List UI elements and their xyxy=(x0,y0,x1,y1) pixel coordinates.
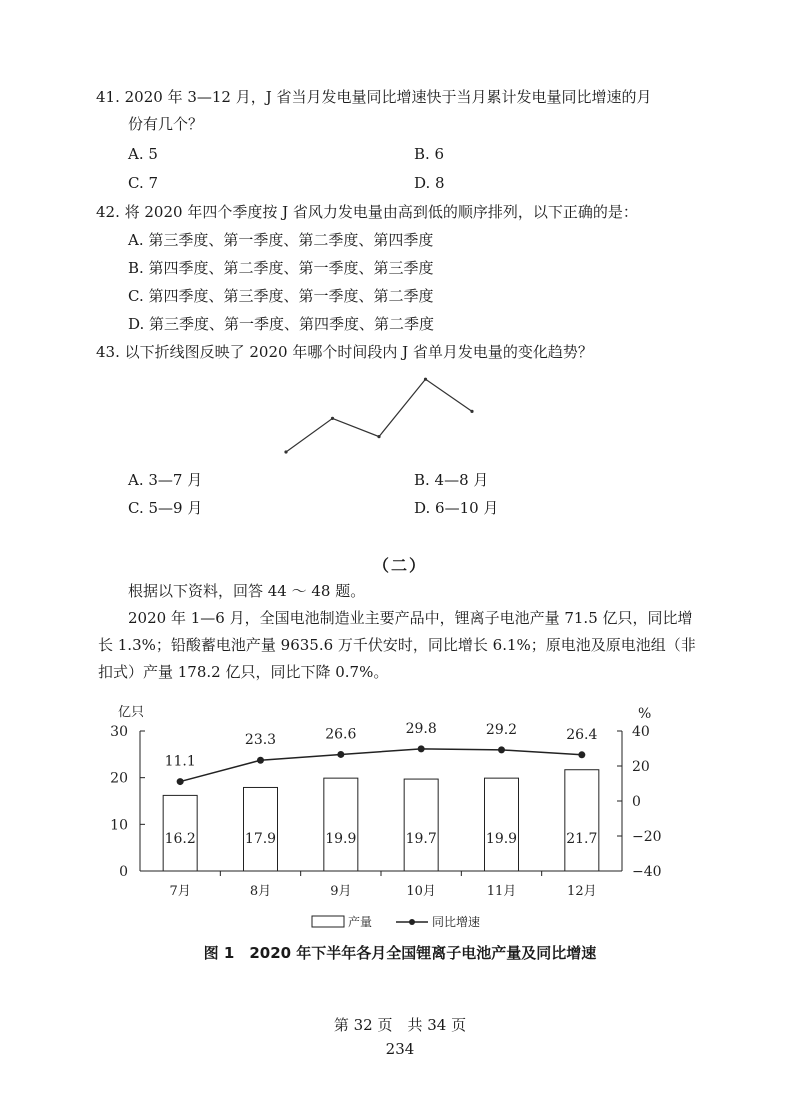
q43-option-b[interactable]: B. 4—8 月 xyxy=(414,471,489,489)
sparkline-point-3 xyxy=(424,378,427,381)
bar-label-5: 21.7 xyxy=(566,831,598,847)
q42-option-d[interactable]: D. 第三季度、第一季度、第四季度、第二季度 xyxy=(128,315,435,333)
q41-option-b[interactable]: B. 6 xyxy=(414,145,445,163)
sparkline-point-1 xyxy=(331,417,334,420)
lithium-battery-chart xyxy=(80,700,720,940)
q43-option-c[interactable]: C. 5—9 月 xyxy=(128,499,203,517)
question-42: 42. 将 2020 年四个季度按 J 省风力发电量由高到低的顺序排列，以下正确的是： xyxy=(96,203,638,221)
category-label-3: 10月 xyxy=(406,884,436,899)
section-paragraph: 2020 年 1—6 月，全国电池制造业主要产品中，锂离子电池产量 71.5 亿只，同比增长 1.3%；铅酸蓄电池产量 9635.6 万千伏安时，同比增长 6.1%；原电池及原电池组（非扣式）产量 178.2 亿只，同比下降 0.7%。 xyxy=(98,609,696,681)
right-tick-label-3: 20 xyxy=(632,759,650,775)
section-title: （二） xyxy=(372,556,427,575)
bar-label-1: 17.9 xyxy=(244,831,277,847)
bar-label-0: 16.2 xyxy=(164,831,196,847)
category-label-4: 11月 xyxy=(486,884,517,899)
chart-caption: 图 1 2020 年下半年各月全国锂离子电池产量及同比增速 xyxy=(203,944,597,962)
category-label-5: 12月 xyxy=(567,884,597,899)
growth-label-5: 26.4 xyxy=(566,726,598,743)
growth-label-1: 23.3 xyxy=(244,732,277,749)
left-tick-label-0: 0 xyxy=(119,864,128,880)
q41-option-c[interactable]: C. 7 xyxy=(128,174,159,192)
category-label-2: 9月 xyxy=(330,884,352,899)
legend-line-marker xyxy=(409,919,415,925)
question-41-cont: 份有几个？ xyxy=(128,115,204,133)
growth-label-2: 26.6 xyxy=(325,726,357,743)
right-tick-label-1: −20 xyxy=(632,829,662,845)
growth-label-0: 11.1 xyxy=(164,753,196,770)
growth-label-4: 29.2 xyxy=(485,721,518,738)
bar-4 xyxy=(485,778,519,871)
left-tick-label-2: 20 xyxy=(110,770,128,787)
growth-point-2 xyxy=(337,751,344,758)
right-tick-label-2: 0 xyxy=(632,794,641,810)
question-43: 43. 以下折线图反映了 2020 年哪个时间段内 J 省单月发电量的变化趋势？ xyxy=(96,343,593,361)
page-footer: 第 32 页 共 34 页 xyxy=(333,1016,467,1034)
trend-sparkline xyxy=(270,368,490,463)
page-number: 234 xyxy=(385,1040,415,1058)
q41-option-a[interactable]: A. 5 xyxy=(128,145,158,163)
right-tick-label-0: −40 xyxy=(632,864,662,880)
category-label-0: 7月 xyxy=(169,884,191,899)
bar-label-3: 19.7 xyxy=(405,831,437,847)
sparkline-path xyxy=(286,379,472,452)
section-intro: 根据以下资料，回答 44 ～ 48 题。 xyxy=(128,582,366,600)
y-axis-left-unit: 亿只 xyxy=(118,705,145,720)
q41-option-d[interactable]: D. 8 xyxy=(414,174,445,192)
sparkline-point-4 xyxy=(470,410,473,413)
growth-point-5 xyxy=(578,751,585,758)
growth-point-3 xyxy=(418,745,425,752)
growth-point-0 xyxy=(177,778,184,785)
growth-label-3: 29.8 xyxy=(405,720,437,737)
bar-1 xyxy=(244,787,278,871)
q42-option-b[interactable]: B. 第四季度、第二季度、第一季度、第三季度 xyxy=(128,259,434,277)
q43-option-d[interactable]: D. 6—10 月 xyxy=(414,499,499,517)
q43-option-a[interactable]: A. 3—7 月 xyxy=(128,471,203,489)
category-label-1: 8月 xyxy=(249,884,272,899)
right-tick-label-4: 40 xyxy=(632,724,650,740)
q42-option-a[interactable]: A. 第三季度、第一季度、第二季度、第四季度 xyxy=(128,231,434,249)
bar-2 xyxy=(324,778,358,871)
growth-point-4 xyxy=(498,746,505,753)
growth-point-1 xyxy=(257,757,264,764)
left-tick-label-1: 10 xyxy=(110,817,128,834)
y-axis-right-unit: % xyxy=(638,706,652,722)
bar-label-2: 19.9 xyxy=(325,831,357,847)
left-tick-label-3: 30 xyxy=(110,724,128,740)
legend-line-label: 同比增速 xyxy=(432,915,481,929)
question-41: 41. 2020 年 3—12 月，J 省当月发电量同比增速快于当月累计发电量同比增速的月 xyxy=(96,88,652,106)
legend-bar-label: 产量 xyxy=(348,915,373,929)
sparkline-point-2 xyxy=(377,435,380,438)
bar-3 xyxy=(404,779,438,871)
growth-line xyxy=(180,749,582,782)
q42-option-c[interactable]: C. 第四季度、第三季度、第一季度、第二季度 xyxy=(128,287,434,305)
legend-bar-swatch xyxy=(312,916,344,927)
bar-5 xyxy=(565,770,599,871)
bar-label-4: 19.9 xyxy=(485,831,518,847)
sparkline-point-0 xyxy=(284,450,287,453)
